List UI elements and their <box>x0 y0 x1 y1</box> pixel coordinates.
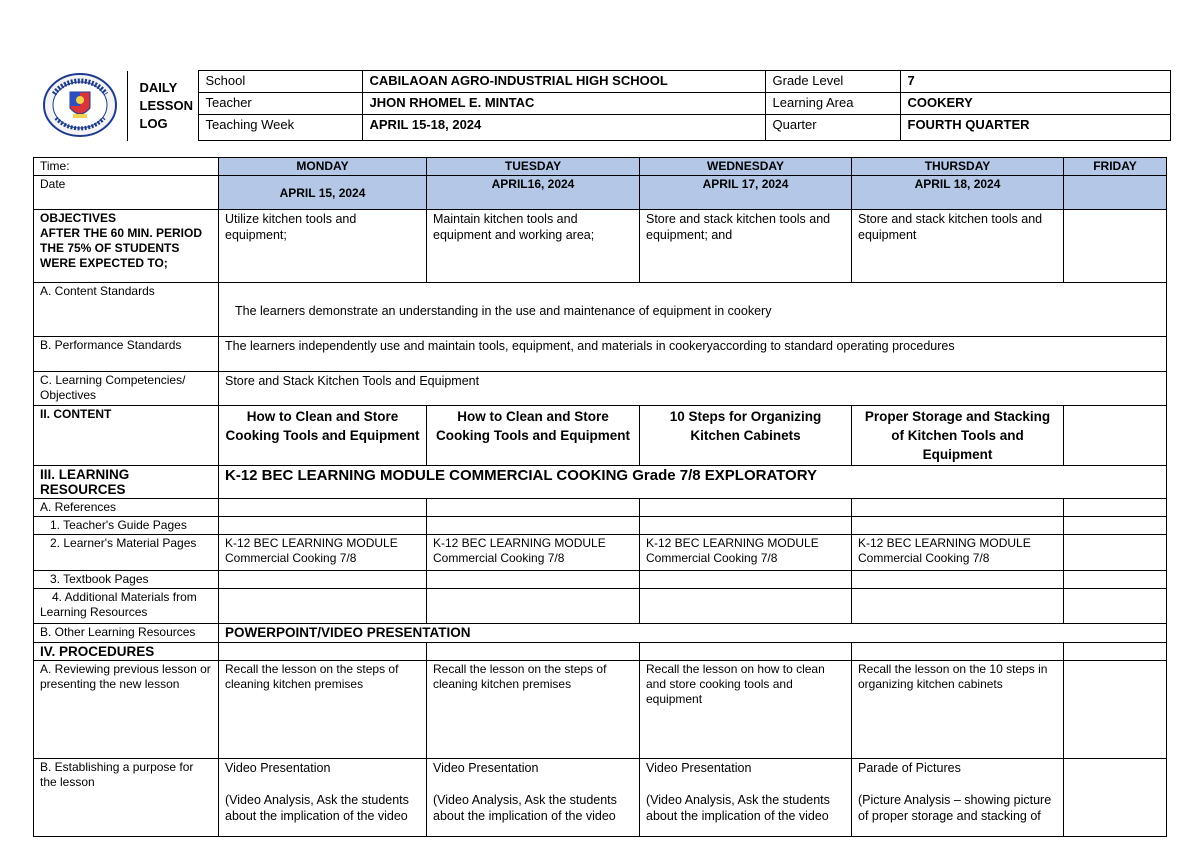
date-wednesday: APRIL 17, 2024 <box>640 176 852 210</box>
empty-cell <box>852 571 1064 589</box>
objective-thursday: Store and stack kitchen tools and equipment <box>852 210 1064 283</box>
date-friday <box>1064 176 1167 210</box>
other-resources-value: POWERPOINT/VIDEO PRESENTATION <box>219 624 1167 643</box>
grade-level-label: Grade Level <box>765 71 900 93</box>
empty-cell <box>640 589 852 624</box>
lm-thursday: K-12 BEC LEARNING MODULE Commercial Cooking 7/8 <box>852 535 1064 571</box>
content-thursday: Proper Storage and Stacking of Kitchen Tools and Equipment <box>852 406 1064 466</box>
teacher-label: Teacher <box>198 93 362 115</box>
learning-area-label: Learning Area <box>765 93 900 115</box>
content-wednesday: 10 Steps for Organizing Kitchen Cabinets <box>640 406 852 466</box>
objectives-label <box>34 210 219 283</box>
logo-cell <box>33 71 127 141</box>
date-monday: APRIL 15, 2024 <box>219 176 427 210</box>
empty-cell <box>219 571 427 589</box>
content-standards-value: The learners demonstrate an understanding in the use and maintenance of equipment in cookery <box>219 283 1167 337</box>
purpose-wednesday <box>640 759 852 837</box>
empty-cell <box>640 571 852 589</box>
lm-tuesday: K-12 BEC LEARNING MODULE Commercial Cooking 7/8 <box>427 535 640 571</box>
resources-label: III. LEARNING RESOURCES <box>34 466 219 499</box>
teacher-value: JHON RHOMEL E. MINTAC <box>362 93 765 115</box>
lesson-log-table <box>33 157 1167 837</box>
purpose-title: Video Presentation <box>433 761 539 775</box>
empty-cell <box>1064 643 1167 661</box>
empty-cell <box>852 643 1064 661</box>
dll-title-line: LESSON <box>139 97 193 113</box>
content-monday: How to Clean and Store Cooking Tools and Equipment <box>219 406 427 466</box>
objectives-label-line: THE 75% OF STUDENTS <box>40 241 180 255</box>
empty-cell <box>219 517 427 535</box>
date-thursday: APRIL 18, 2024 <box>852 176 1064 210</box>
quarter-value: FOURTH QUARTER <box>900 115 1170 141</box>
purpose-monday <box>219 759 427 837</box>
content-friday <box>1064 406 1167 466</box>
learning-area-value: COOKERY <box>900 93 1170 115</box>
dll-title-line: LOG <box>139 115 168 131</box>
competencies-label: C. Learning Competencies/ Objectives <box>34 372 219 406</box>
objective-wednesday: Store and stack kitchen tools and equipment; and <box>640 210 852 283</box>
day-friday: FRIDAY <box>1064 158 1167 176</box>
time-label: Time: <box>34 158 219 176</box>
objective-friday <box>1064 210 1167 283</box>
empty-cell <box>427 643 640 661</box>
purpose-tuesday <box>427 759 640 837</box>
dll-title-line: DAILY <box>139 79 178 95</box>
empty-cell <box>1064 517 1167 535</box>
purpose-detail: (Video Analysis, Ask the students about the implication of the video <box>646 793 830 823</box>
objective-tuesday: Maintain kitchen tools and equipment and working area; <box>427 210 640 283</box>
empty-cell <box>852 499 1064 517</box>
school-value: CABILAOAN AGRO-INDUSTRIAL HIGH SCHOOL <box>362 71 765 93</box>
additional-materials-label: 4. Additional Materials from Learning Resources <box>34 589 219 624</box>
empty-cell <box>427 589 640 624</box>
day-thursday: THURSDAY <box>852 158 1064 176</box>
lm-monday: K-12 BEC LEARNING MODULE Commercial Cooking 7/8 <box>219 535 427 571</box>
objectives-label-line: AFTER THE 60 MIN. PERIOD <box>40 226 203 240</box>
objectives-label-line: OBJECTIVES <box>40 211 117 225</box>
content-standards-label: A. Content Standards <box>34 283 219 337</box>
teaching-week-label: Teaching Week <box>198 115 362 141</box>
purpose-title: Parade of Pictures <box>858 761 961 775</box>
other-resources-label: B. Other Learning Resources <box>34 624 219 643</box>
tg-pages-label: 1. Teacher's Guide Pages <box>34 517 219 535</box>
dll-title <box>127 71 198 141</box>
textbook-pages-label: 3. Textbook Pages <box>34 571 219 589</box>
header-table <box>33 70 1171 141</box>
procedures-label: IV. PROCEDURES <box>34 643 219 661</box>
review-label: A. Reviewing previous lesson or presenting the new lesson <box>34 661 219 759</box>
date-label: Date <box>34 176 219 210</box>
teaching-week-value: APRIL 15-18, 2024 <box>362 115 765 141</box>
review-tuesday: Recall the lesson on the steps of cleaning kitchen premises <box>427 661 640 759</box>
performance-standards-value: The learners independently use and maintain tools, equipment, and materials in cookeryaccording to standard operating procedures <box>219 337 1167 372</box>
grade-level-value: 7 <box>900 71 1170 93</box>
day-tuesday: TUESDAY <box>427 158 640 176</box>
content-label: II. CONTENT <box>34 406 219 466</box>
lm-wednesday: K-12 BEC LEARNING MODULE Commercial Cooking 7/8 <box>640 535 852 571</box>
empty-cell <box>852 517 1064 535</box>
quarter-label: Quarter <box>765 115 900 141</box>
lm-friday <box>1064 535 1167 571</box>
resources-value: K-12 BEC LEARNING MODULE COMMERCIAL COOKING Grade 7/8 EXPLORATORY <box>219 466 1167 499</box>
purpose-friday <box>1064 759 1167 837</box>
purpose-detail: (Video Analysis, Ask the students about the implication of the video <box>225 793 409 823</box>
review-monday: Recall the lesson on the steps of cleaning kitchen premises <box>219 661 427 759</box>
empty-cell <box>427 517 640 535</box>
empty-cell <box>1064 499 1167 517</box>
objectives-label-line: WERE EXPECTED TO; <box>40 256 168 270</box>
objective-monday: Utilize kitchen tools and equipment; <box>219 210 427 283</box>
empty-cell <box>1064 589 1167 624</box>
empty-cell <box>640 517 852 535</box>
empty-cell <box>852 589 1064 624</box>
review-thursday: Recall the lesson on the 10 steps in organizing kitchen cabinets <box>852 661 1064 759</box>
empty-cell <box>219 643 427 661</box>
purpose-thursday <box>852 759 1064 837</box>
lm-pages-label: 2. Learner's Material Pages <box>34 535 219 571</box>
empty-cell <box>427 499 640 517</box>
empty-cell <box>219 499 427 517</box>
review-friday <box>1064 661 1167 759</box>
day-monday: MONDAY <box>219 158 427 176</box>
review-wednesday: Recall the lesson on how to clean and store cooking tools and equipment <box>640 661 852 759</box>
empty-cell <box>640 499 852 517</box>
performance-standards-label: B. Performance Standards <box>34 337 219 372</box>
date-tuesday: APRIL16, 2024 <box>427 176 640 210</box>
purpose-label: B. Establishing a purpose for the lesson <box>34 759 219 837</box>
purpose-detail: (Picture Analysis – showing picture of proper storage and stacking of <box>858 793 1052 823</box>
content-tuesday: How to Clean and Store Cooking Tools and Equipment <box>427 406 640 466</box>
school-label: School <box>198 71 362 93</box>
empty-cell <box>219 589 427 624</box>
empty-cell <box>427 571 640 589</box>
references-label: A. References <box>34 499 219 517</box>
empty-cell <box>640 643 852 661</box>
competencies-value: Store and Stack Kitchen Tools and Equipment <box>219 372 1167 406</box>
purpose-title: Video Presentation <box>646 761 752 775</box>
purpose-title: Video Presentation <box>225 761 331 775</box>
empty-cell <box>1064 571 1167 589</box>
day-wednesday: WEDNESDAY <box>640 158 852 176</box>
purpose-detail: (Video Analysis, Ask the students about the implication of the video <box>433 793 617 823</box>
